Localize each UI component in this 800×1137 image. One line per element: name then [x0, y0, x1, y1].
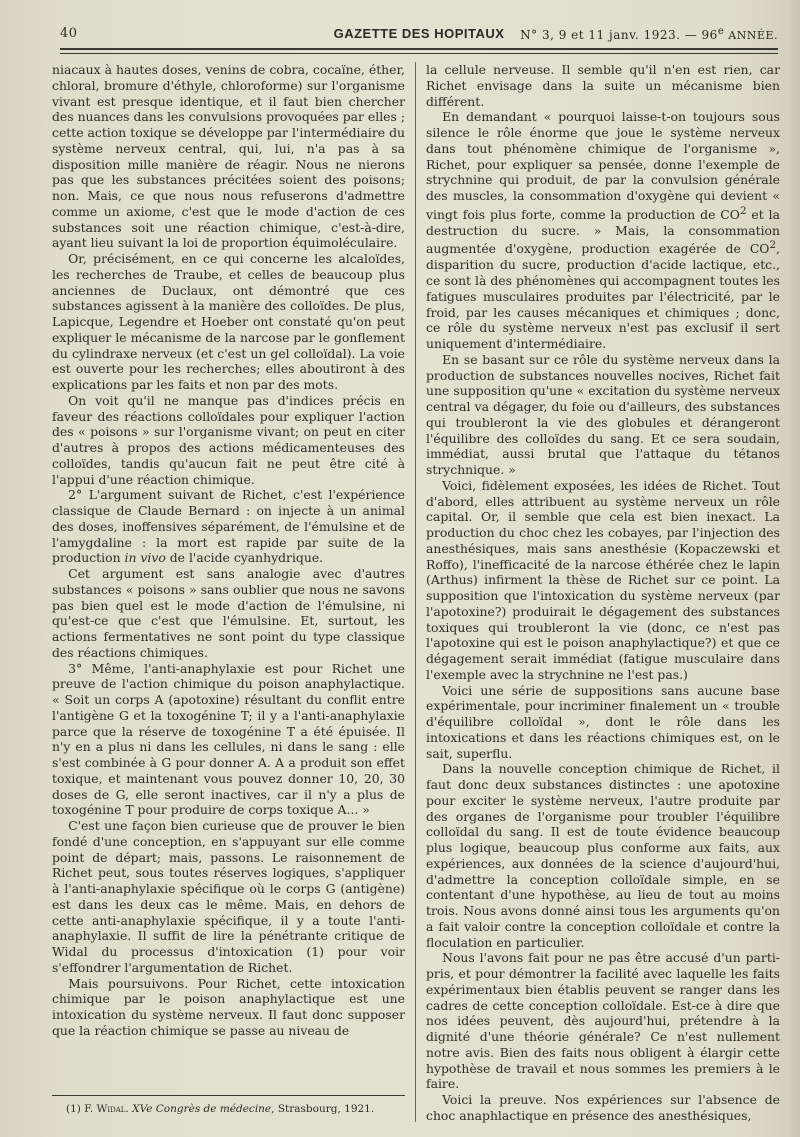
paragraph: niacaux à hautes doses, venins de cobra, cocaïne, éther, chloral, bromure d'éthyle, chloroforme) sur l'organisme vivant est presque identique, et il faut bien chercher des nuances dans les convulsions provoquées par elles ; cette action toxique se développe par l'intermédiaire du système nerveux central, qui, lui, n'a pas à sa disposition mille manière de réagir. Nous ne nierons pas que les substances précitées soient des poisons; non. Mais, ce que nous nous refuserons d'admettre comme un axiome, c'est que le mode d'action de ces substances soit une réaction chimique, c'est-à-dire, ayant lieu suivant la loi de proportion équimoléculaire. — [52, 62, 405, 251]
footnote-author: Widal — [96, 1103, 126, 1115]
paragraph: En se basant sur ce rôle du système nerveux dans la production de substances nouvelles nocives, Richet fait une supposition qu'une « excitation du système nerveux central va dégager, du foie ou d'ailleurs, des substances qui troubleront la vie des globules et dérangeront l'équilibre des colloïdes du sang. Et ce sera soudain, immédiat, aussi brutal que l'attaque du tétanos strychnique. » — [426, 351, 780, 477]
issue-annee: ANNÉE. — [724, 29, 778, 42]
paragraph: 3° Même, l'anti-anaphylaxie est pour Richet une preuve de l'action chimique du poison anaphylactique. « Soit un corps A (apotoxine) résultant du conflit entre l'antigène G et la toxogénine T; il y a l'anti-anaphylaxie parce que la réserve de toxogénine T a été épuisée. Il n'y en a plus ni dans les cellules, ni dans le sang : elle s'est combinée à G pour donner A. A a produit son effet toxique, et maintenant vous pouvez donner 10, 20, 30 doses de G, elle seront inactives, car il n'y a plus de toxogénine T pour produire de corps toxique A... » — [52, 660, 405, 818]
header-rule-thin — [60, 53, 778, 54]
paragraph: C'est une façon bien curieuse que de prouver le bien fondé d'une conception, en s'appuyant sur elle comme point de départ; mais, passons. Le raisonnement de Richet peut, sous toutes réserves logiques, s'appliquer à l'anti-anaphylaxie spécifique où le corps G (antigène) est dans les deux cas le même. Mais, en dehors de cette anti-anaphylaxie spécifique, il y a toute l'anti-anaphylaxie. Il suffit de lire la pénétrante critique de Widal du processus d'intoxication (1) pour voir s'effondrer l'argumentation de Richet. — [52, 818, 405, 975]
footnote-rule — [52, 1095, 405, 1096]
footnote: (1) F. Widal. XVe Congrès de médecine, Strasbourg, 1921. — [66, 1103, 375, 1115]
paragraph: Cet argument est sans analogie avec d'autres substances « poisons » sans oublier que nous ne savons pas bien quel est le mode d'action de l'émulsine, ni qu'est-ce que c'est que l'émulsine. Et, surtout, les actions fermentatives ne sont point du type classique des réactions chimiques. — [52, 566, 405, 660]
journal-title: GAZETTE DES HOPITAUX — [333, 26, 505, 41]
paragraph: Dans la nouvelle conception chimique de Richet, il faut donc deux substances distinctes : une apotoxine pour exciter le système nerveux, l'autre produite par des organes de l'organisme pour troubler l'équilibre colloïdal du sang. Il est de toute évidence beaucoup plus logique, beaucoup plus conforme aux faits, aux expériences, aux données de la science d'aujourd'hui, d'admettre la conception colloïdale simple, en se contentant d'une hypothèse, au lieu de tout au moins trois. Nous avons donné ainsi tous les arguments qu'on a fait valoir contre la conception colloïdale et contre la floculation en particulier. — [426, 761, 780, 950]
paragraph: Voici une série de suppositions sans aucune base expérimentale, pour incriminer finalement un « trouble d'équilibre colloïdal », dont le rôle dans les intoxications et dans les réactions chimiques est, on le sait, superflu. — [426, 682, 780, 761]
issue-sup: e — [717, 26, 725, 37]
paragraph: Nous l'avons fait pour ne pas être accusé d'un parti-pris, et pour démontrer la facilité avec laquelle les faits expérimentaux bien établis peuvent se ranger dans les cadres de cette conception colloïdale. Est-ce à dire que nos idées peuvent, dès aujourd'hui, prétendre à la dignité d'une théorie générale? Ce n'est nullement notre avis. Bien des faits nous obligent à élargir cette hypothèse de travail et nous sommes les premiers à le faire. — [426, 950, 780, 1092]
footnote-title: XVe Congrès de médecine — [132, 1103, 272, 1115]
page-header — [60, 22, 778, 46]
paragraph: Or, précisément, en ce qui concerne les alcaloïdes, les recherches de Traube, et celles de beaucoup plus anciennes de Duclaux, ont démontré que ces substances agissent à la manière des colloïdes. De plus, Lapicque, Legendre et Hoeber ont constaté qu'on peut expliquer le mécanisme de la narcose par le gonflement du cylindraxe nerveux (et c'est un gel colloïdal). La voie est ouverte pour les recherches; elles aboutiront à des explications par les faits et non par des mots. — [52, 251, 405, 392]
column-divider — [415, 62, 416, 1122]
paragraph: Voici la preuve. Nos expériences sur l'absence de choc anaphlactique en présence des anesthésiques, — [426, 1092, 780, 1123]
left-column — [52, 62, 405, 1039]
header-rule-thick — [60, 48, 778, 50]
paragraph: En demandant « pourquoi laisse-t-on toujours sous silence le rôle énorme que joue le système nerveux dans tout phénomène chimique de l'organisme », Richet, pour expliquer sa pensée, donne l'exemple de strychnine qui produit, de par la convulsion générale des muscles, la consommation d'oxygène qui devient « vingt fois plus forte, comme la production de $CO^2$ et la destruction du sucre. » Mais, la consommation augmentée d'oxygène, production exagérée de $CO^2$, disparition du sucre, production d'acide lactique, etc., ce sont là des phénomènes qui accompagnent toutes les fatigues musculaires produites par l'électricité, par le froid, par les causes mécaniques et chimiques ; donc, ce rôle du système nerveux n'est pas exclusif il sert uniquement d'intermédiaire. — [426, 109, 781, 351]
paragraph: On voit qu'il ne manque pas d'indices précis en faveur des réactions colloïdales pour expliquer l'action des « poisons » sur l'organisme vivant; on peut en citer d'autres à propos des actions médicamenteuses des colloïdes, tandis qu'aucun fait ne peut être cité à l'appui d'une réaction chimique. — [52, 392, 405, 487]
page-edge — [786, 0, 800, 1137]
issue-line — [520, 26, 778, 42]
right-column — [426, 62, 780, 1124]
issue-date: N° 3, 9 et 11 janv. 1923. — 96 — [520, 28, 718, 42]
emphasis: in vivo — [124, 550, 166, 566]
paragraph: 2° L'argument suivant de Richet, c'est l'expérience classique de Claude Bernard : on injecte à un animal des doses, inoffensives séparément, de l'émulsine et de l'amygdaline : la mort est rapide par suite de la production in vivo de l'acide cyanhydrique. — [52, 487, 405, 566]
page-number: 40 — [60, 26, 78, 41]
paragraph: la cellule nerveuse. Il semble qu'il n'en est rien, car Richet envisage dans la suite un mécanisme bien différent. — [426, 62, 780, 109]
paragraph: Voici, fidèlement exposées, les idées de Richet. Tout d'abord, elles attribuent au système nerveux un rôle capital. Or, il semble que cela est bien inexact. La production du choc chez les cobayes, par l'injection des anesthésiques, mais sans anesthésie (Kopaczewski et Roffo), l'inefficacité de la narcose éthérée chez le lapin (Arthus) infirment la thèse de Richet sur ce point. La supposition que l'intoxication du système nerveux (par l'apotoxine?) produirait le dégagement des substances toxiques qui troubleront la vie (donc, ce n'est pas l'apotoxine qui est le poison anaphylactique?) et que ce dégagement serait immédiat (fatigue musculaire dans l'exemple avec la strychnine ne l'est pas.) — [426, 477, 780, 682]
paragraph: Mais poursuivons. Pour Richet, cette intoxication chimique par le poison anaphylactique est une intoxication du système nerveux. Il faut donc supposer que la réaction chimique se passe au niveau de — [52, 975, 405, 1038]
